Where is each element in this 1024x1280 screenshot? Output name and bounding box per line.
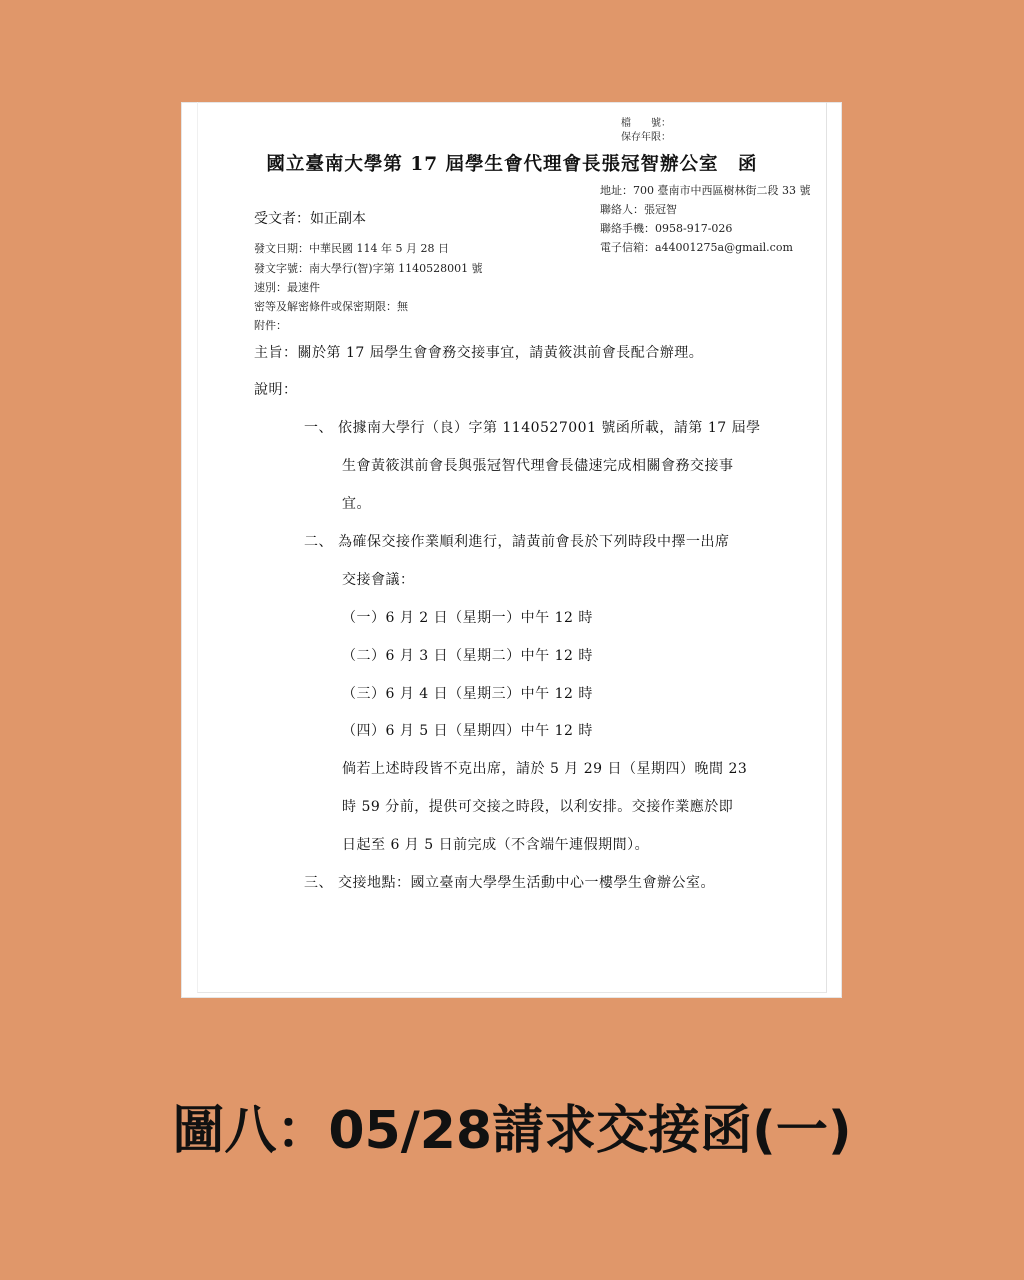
retention-label: 保存年限： [621,132,671,143]
explanation-label: 說明： [254,382,298,398]
item-1-line-2: 生會黃筱淇前會長與張冠智代理會長儘速完成相關會務交接事 [342,458,734,474]
option-4: （四）6 月 5 日（星期四）中午 12 時 [342,723,593,739]
item-1-line-3: 宜。 [342,496,371,512]
option-1: （一）6 月 2 日（星期一）中午 12 時 [342,610,593,626]
item-3: 三、 交接地點：國立臺南大學學生活動中心一樓學生會辦公室。 [304,875,715,891]
attachment: 附件： [254,319,287,332]
archive-no-label: 檔 號： [621,118,671,129]
note-line-3: 日起至 6 月 5 日前完成（不含端午連假期間）。 [342,837,650,853]
contact-phone: 聯絡手機：0958-917-026 [600,222,733,235]
note-line-2: 時 59 分前，提供可交接之時段，以利安排。交接作業應於即 [342,799,734,815]
contact-email: 電子信箱：a44001275a@gmail.com [600,241,793,254]
classification: 密等及解密條件或保密期限：無 [254,300,408,313]
note-line-1: 倘若上述時段皆不克出席，請於 5 月 29 日（星期四）晚間 23 [342,761,748,777]
item-2-line-1: 二、 為確保交接作業順利進行，請黃前會長於下列時段中擇一出席 [304,534,730,550]
document-title: 國立臺南大學第 17 屆學生會代理會長張冠智辦公室 函 [266,154,758,175]
item-1-line-1: 一、 依據南大學行（良）字第 1140527001 號函所載，請第 17 屆學 [304,420,761,436]
option-3: （三）6 月 4 日（星期三）中午 12 時 [342,686,593,702]
document-image [181,102,842,998]
contact-address: 地址：700 臺南市中西區樹林街二段 33 號 [600,184,811,197]
speed: 速別：最速件 [254,281,320,294]
contact-person: 聯絡人：張冠智 [600,203,677,216]
item-2-line-2: 交接會議： [342,572,415,588]
figure-caption: 圖八：05/28請求交接函(一) [172,1101,852,1161]
issue-date: 發文日期：中華民國 114 年 5 月 28 日 [254,242,449,255]
option-2: （二）6 月 3 日（星期二）中午 12 時 [342,648,593,664]
document-page [197,102,827,993]
subject: 主旨：關於第 17 屆學生會會務交接事宜，請黃筱淇前會長配合辦理。 [254,345,704,361]
reference-number: 發文字號：南大學行(智)字第 1140528001 號 [254,262,483,275]
recipient: 受文者：如正副本 [254,211,366,227]
